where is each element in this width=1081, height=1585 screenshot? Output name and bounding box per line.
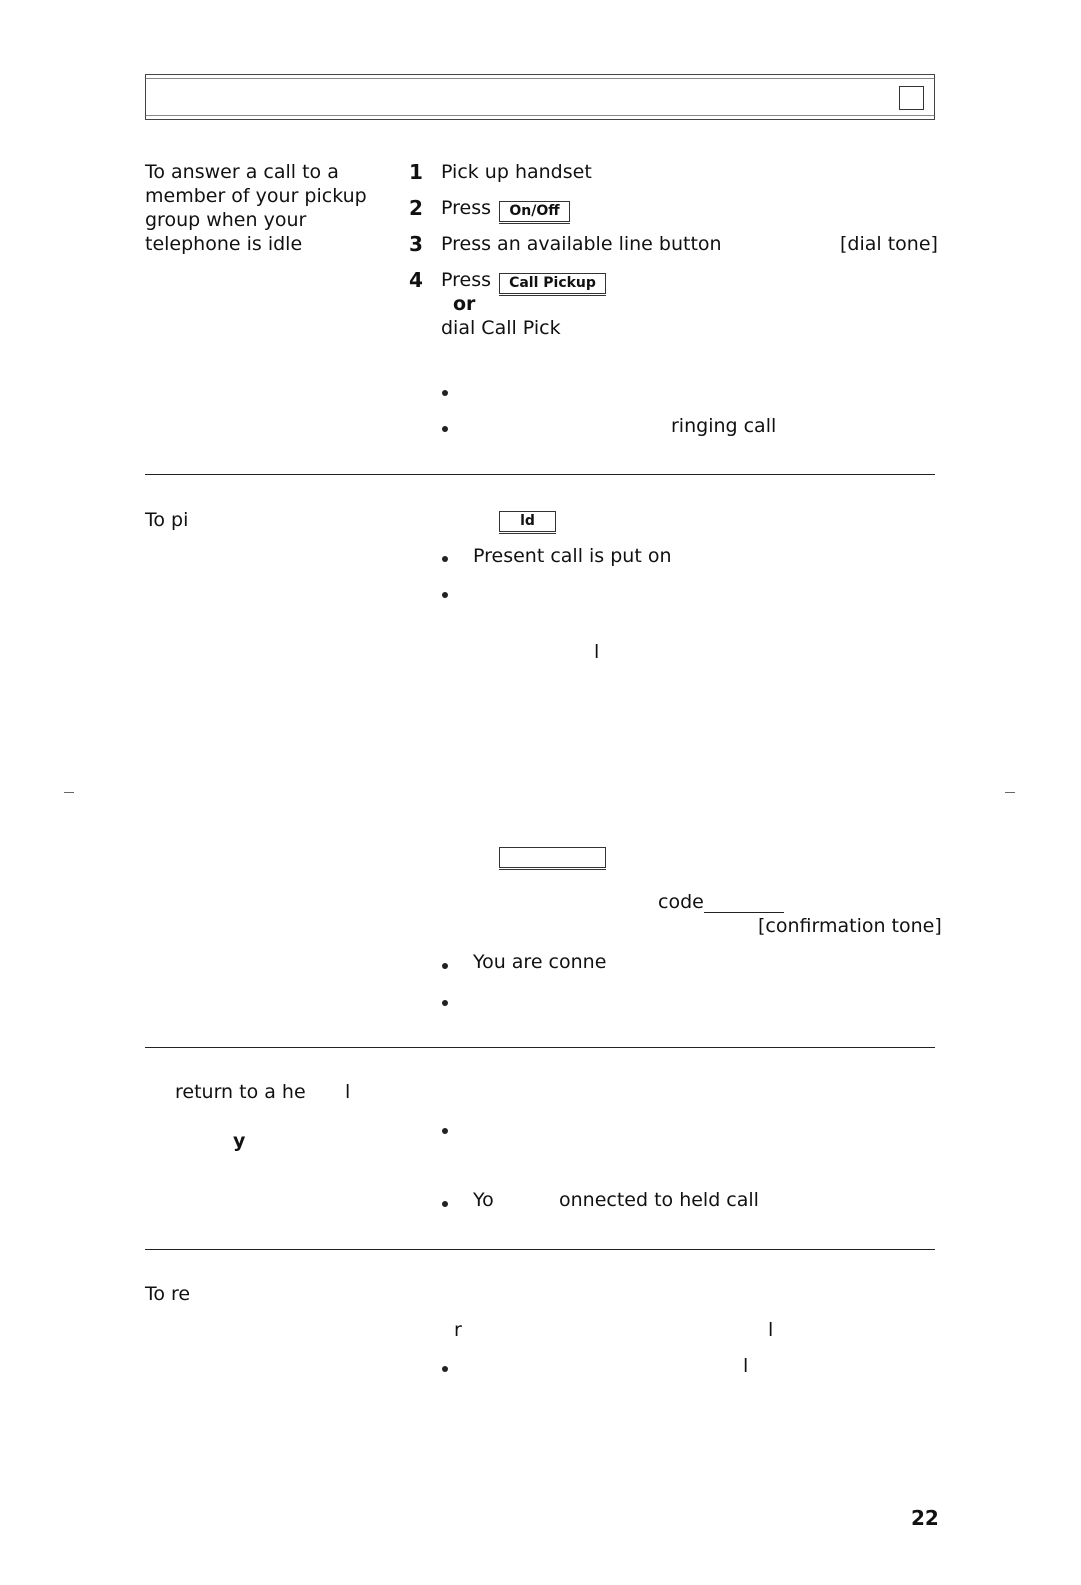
step-number: 2 [409,196,423,220]
section1-context-line3: group when your [145,209,307,231]
bullet-text: l [743,1355,749,1377]
bullet [442,963,448,969]
page-number: 22 [911,1506,939,1530]
bullet-text: Present call is put on [473,545,672,567]
bullet-text: ringing call [671,415,777,437]
alt-step-text: dial Call Pick [441,317,561,339]
step-number: 4 [409,268,423,292]
step-fragment: r [454,1319,462,1341]
bullet-text: You are conne [473,951,607,973]
on-off-key[interactable]: On/Off [499,201,570,222]
margin-mark-right [1005,792,1015,793]
bullet [442,1201,448,1207]
dial-tone-note: [dial tone] [840,233,938,255]
section3-context: return to a he [175,1081,306,1103]
header-checkbox-square [899,86,924,110]
section-divider [145,1249,935,1250]
hold-key[interactable]: ld [499,511,556,532]
section-divider [145,1047,935,1048]
step-text: Press [441,197,492,219]
confirmation-tone-note: [confirmation tone] [758,915,942,937]
step-number: 3 [409,232,423,256]
bullet [442,1128,448,1134]
step-text: Press [441,269,492,291]
bullet-text: Yo [473,1189,494,1211]
step-text: Press an available line button [441,233,722,255]
bullet-text: onnected to held call [559,1189,759,1211]
section2-context: To pi [145,509,189,531]
code-entry-blank [704,912,784,913]
code-label: code [658,891,704,913]
fragment-text: l [594,641,600,663]
step-fragment: l [768,1319,774,1341]
bullet [442,592,448,598]
section1-context-line1: To answer a call to a [145,161,339,183]
section4-context: To re [145,1283,191,1305]
bullet [442,426,448,432]
section-divider [145,474,935,475]
call-pickup-key[interactable]: Call Pickup [499,273,606,294]
step-number: 1 [409,160,423,184]
bullet [442,390,448,396]
bullet [442,556,448,562]
section3-context-fragment: l [345,1081,351,1103]
or-label: or [453,293,476,315]
section1-context-line4: telephone is idle [145,233,303,255]
header-box [145,74,935,120]
bullet [442,1000,448,1006]
feature-key-blank[interactable] [499,847,606,868]
step-text: Pick up handset [441,161,592,183]
bullet [442,1366,448,1372]
margin-mark-left [64,792,74,793]
section3-context-bold: y [233,1130,246,1152]
section1-context-line2: member of your pickup [145,185,367,207]
